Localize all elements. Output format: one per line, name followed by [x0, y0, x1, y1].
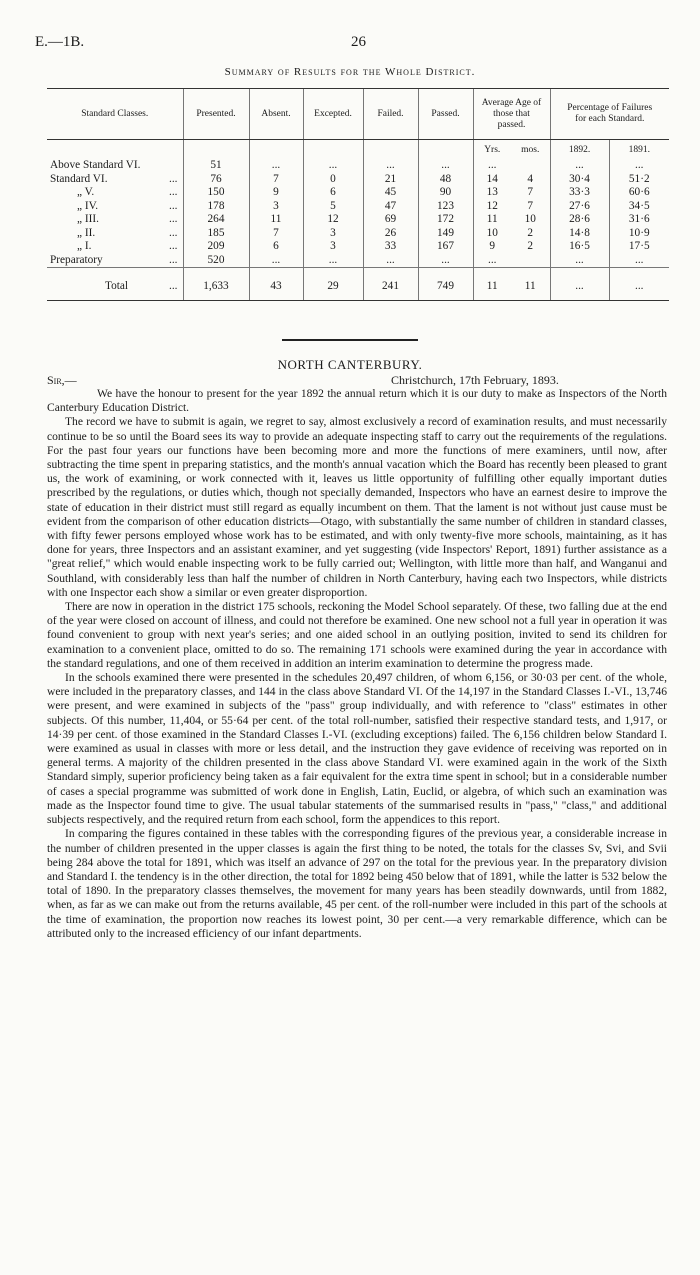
row-leader-dots: ... [169, 213, 178, 225]
cell-failed: 45 [363, 186, 418, 200]
table-row [47, 159, 669, 173]
cell-age-mos: 7 [527, 186, 534, 198]
table-row [47, 200, 669, 214]
cell-pct-1892: 16·5 [550, 240, 609, 254]
paragraph: We have the honour to present for the year 1892 the annual return which it is our duty to make as Inspectors of the North Canterbury Education District. [47, 388, 667, 415]
cell-age-yrs: 10 [473, 227, 511, 241]
salutation: Sir,— [47, 373, 77, 387]
cell-age-yrs: 11 [473, 213, 511, 227]
cell-failed: ... [363, 159, 418, 173]
summary-table [47, 88, 669, 301]
cell-excepted: 5 [303, 200, 363, 214]
row-leader-dots: ... [169, 226, 178, 239]
subheader-yrs: Yrs. [473, 140, 511, 160]
cell-failed: ... [363, 254, 418, 268]
row-leader-dots: ... [169, 186, 178, 198]
cell-pct-1892: 30·4 [550, 173, 609, 187]
cell-pct-1892: 28·6 [550, 213, 609, 227]
table-row [47, 240, 669, 254]
page-header [35, 34, 660, 54]
row-label: „ IV. [77, 199, 99, 212]
cell-absent: ... [249, 254, 303, 268]
cell-age-mos [511, 159, 550, 173]
table-title: Summary of Results for the Whole District. [224, 66, 476, 78]
cell-age-yrs: 13 [473, 186, 511, 200]
total-pct-1892: ... [550, 268, 609, 301]
report-reference: E.—1B. [35, 34, 85, 50]
cell-presented: 51 [183, 159, 249, 173]
page-number: 26 [351, 34, 366, 50]
cell-presented: 264 [183, 213, 249, 227]
table-row [47, 186, 669, 200]
cell-absent: 7 [249, 173, 303, 187]
row-label: „ III. [77, 213, 99, 225]
cell-absent: ... [249, 159, 303, 173]
cell-pct-1891: ... [609, 254, 669, 268]
row-leader-dots: ... [169, 280, 178, 293]
total-passed: 749 [418, 268, 473, 301]
subheader-1892: 1892. [550, 140, 609, 160]
row-label: Standard VI. [50, 172, 108, 185]
cell-pct-1892: ... [550, 159, 609, 173]
col-percentage-failures: Percentage of Failures for each Standard. [550, 89, 669, 140]
cell-pct-1891: 10·9 [609, 227, 669, 241]
row-label: „ I. [77, 240, 92, 252]
col-presented: Presented. [183, 89, 249, 140]
cell-presented: 150 [183, 186, 249, 200]
cell-pct-1891: ... [609, 159, 669, 173]
table-row [47, 173, 669, 187]
cell-presented: 520 [183, 254, 249, 268]
cell-pct-1891: 17·5 [609, 240, 669, 254]
cell-age-yrs: ... [473, 254, 511, 268]
row-label: Preparatory [50, 253, 103, 266]
cell-failed: 21 [363, 173, 418, 187]
table-row [47, 227, 669, 241]
cell-pct-1892: 14·8 [550, 227, 609, 241]
subheader-mos: mos. [521, 145, 540, 156]
paragraph: In the schools examined there were presented in the schedules 20,497 children, of whom 6,156, or 30·03 per cent. of the whole, were included in the preparatory classes, and 144 in the class above Standard VI. Of the 14,197 in the Standard Classes I.-VI., 13,746 were present, and were examined in subjects of the "pass" group individually, and with reference to "class" estimates in other subjects. Of this number, 11,404, or 55·64 per cent. of the total roll-number, satisfied their respective standard tests, and 1,917, or 14·39 per cent. of those examined in the Standard Classes I.-VI. (excluding exceptions) failed. The 6,156 children below Standard I. were examined as usual in classes with more or less detail, and the instruction they gave evidence of receiving was reported on in general terms. A majority of the children presented in the class above Standard VI. were examined again in the work of the Sixth Standard simply, superior proficiency being taken as a fair equivalent for the extra time spent in school; but in a considerable number of cases a special programme was submitted of work done in English, Latin, Euclid, or algebra, of which such an examination was made as the Inspector found time to give. The usual tabular statements of the summarised results in "pass," "class," and additional subjects respectively, and the required return from each school, form the appendices to this report. [47, 672, 667, 827]
row-leader-dots: ... [169, 172, 178, 185]
cell-pct-1892: ... [550, 254, 609, 268]
section-title: NORTH CANTERBURY. [277, 357, 423, 372]
cell-passed: ... [418, 159, 473, 173]
cell-age-mos: 2 [527, 226, 534, 239]
cell-age-mos: 7 [527, 199, 534, 212]
cell-passed: 48 [418, 173, 473, 187]
cell-passed: 149 [418, 227, 473, 241]
col-passed: Passed. [418, 89, 473, 140]
total-presented: 1,633 [183, 268, 249, 301]
table-row [47, 213, 669, 227]
cell-absent: 7 [249, 227, 303, 241]
cell-absent: 11 [249, 213, 303, 227]
paragraph: There are now in operation in the district 175 schools, reckoning the Model School separately. Of these, two falling due at the end of the year were closed on account of illness, and could not therefore be examined. One new school not a full year in operation it was found convenient to group with next year's series; and one aided school in an outlying position, invited to send its children for examination to a convenient place, omitted to do so. The remaining 171 schools were examined during the year in accordance with the standard regulations, and one of them received in addition an interim examination to determine the progress made. [47, 601, 667, 670]
total-pct-1891: ... [609, 268, 669, 301]
paragraph: In comparing the figures contained in these tables with the corresponding figures of the previous year, a considerable increase in the number of children presented in the upper classes is again the first thing to be noted, the totals for the classes Sv, Svi, and Svii being 284 above the total for 1891, which was itself an advance of 297 on the total for the previous year. In the preparatory division and Standard I. the tendency is in the other direction, the total for 1892 being 450 below that of 1891, while the latter is 532 below the total of 1890. In the preparatory classes themselves, the movement for many years has been steadily downwards, until from 1882, when, as far as we can make out from the returns available, 45 per cent. of the roll-number were included in this part of the schools at the time of examination, the proportion now reaches its lowest point, 30 per cent.—a very remarkable difference, which can be attributed only to the increased efficiency of our infant departments. [47, 828, 667, 940]
cell-presented: 185 [183, 227, 249, 241]
cell-pct-1891: 31·6 [609, 213, 669, 227]
cell-excepted: 12 [303, 213, 363, 227]
cell-presented: 178 [183, 200, 249, 214]
row-label: Above Standard VI. [50, 159, 141, 171]
subheader-row [47, 140, 669, 160]
cell-failed: 26 [363, 227, 418, 241]
cell-pct-1892: 33·3 [550, 186, 609, 200]
cell-age-mos: 2 [527, 240, 534, 252]
cell-excepted: 3 [303, 240, 363, 254]
cell-passed: 167 [418, 240, 473, 254]
cell-absent: 6 [249, 240, 303, 254]
cell-pct-1891: 51·2 [609, 173, 669, 187]
total-age-mos: 11 [511, 268, 550, 301]
table-total-row [47, 268, 669, 301]
cell-age-yrs: ... [473, 159, 511, 173]
cell-excepted: ... [303, 254, 363, 268]
cell-excepted: 3 [303, 227, 363, 241]
row-leader-dots: ... [169, 199, 178, 212]
cell-passed: 172 [418, 213, 473, 227]
total-age-yrs: 11 [473, 268, 511, 301]
cell-age-yrs: 9 [473, 240, 511, 254]
subheader-1891: 1891. [609, 140, 669, 160]
row-label: „ II. [77, 226, 96, 239]
total-excepted: 29 [303, 268, 363, 301]
row-leader-dots: ... [169, 253, 178, 266]
cell-age-yrs: 12 [473, 200, 511, 214]
cell-failed: 47 [363, 200, 418, 214]
total-label: Total [105, 280, 129, 293]
total-absent: 43 [249, 268, 303, 301]
col-failed: Failed. [363, 89, 418, 140]
cell-age-mos: 4 [527, 172, 534, 185]
cell-passed: ... [418, 254, 473, 268]
cell-presented: 76 [183, 173, 249, 187]
cell-excepted: 6 [303, 186, 363, 200]
section-divider [282, 339, 418, 341]
table-row [47, 254, 669, 268]
cell-pct-1892: 27·6 [550, 200, 609, 214]
col-absent: Absent. [249, 89, 303, 140]
cell-age-mos: 10 [524, 213, 536, 225]
cell-excepted: ... [303, 159, 363, 173]
report-body [47, 387, 667, 941]
table-header-row [47, 89, 669, 140]
paragraph: The record we have to submit is again, we regret to say, almost exclusively a record of examination results, and must necessarily continue to be so until the Board sees its way to provide an adequate inspecting staff to carry out the requirements of the regulations. For the past four years our functions have been becoming more and more the functions of mere examiners, until now, after subtracting the time spent in preparing statistics, and the month's annual vacation which the Board has recently been pleased to grant us, the work of examining, or work connected with it, leaves us little opportunity of fulfilling other equally important duties prescribed by the regulations, or duties which, though not specially demanded, Inspectors who have an earnest desire to improve the state of education in their district must still regard as equally incumbent on them. That the lament is not without just cause must be evident from the comparison of other education districts—Otago, with substantially the same number of children in standard classes, with fifty fewer persons employed whose work has to be estimated, and with only twenty-five more schools, maintaining, as it has done for years, three Inspectors and an assistant examiner, and yet suggesting (vide Inspectors' Report, 1891) further assistance as a "great relief," which would enable inspecting work to be fully carried out; Wellington, with little more than half, and Wanganui and Southland, with considerably less than half the number of children in North Canterbury, having each two Inspectors, while districts with one Inspector each show a similar or even greater disproportion. [47, 416, 667, 599]
row-label: „ V. [77, 186, 95, 198]
cell-failed: 33 [363, 240, 418, 254]
col-standard-classes: Standard Classes. [47, 89, 183, 140]
cell-age-mos [511, 254, 550, 268]
dateline: Christchurch, 17th February, 1893. [391, 373, 559, 387]
col-excepted: Excepted. [303, 89, 363, 140]
total-failed: 241 [363, 268, 418, 301]
cell-absent: 9 [249, 186, 303, 200]
cell-presented: 209 [183, 240, 249, 254]
cell-failed: 69 [363, 213, 418, 227]
cell-passed: 123 [418, 200, 473, 214]
cell-passed: 90 [418, 186, 473, 200]
cell-pct-1891: 60·6 [609, 186, 669, 200]
cell-pct-1891: 34·5 [609, 200, 669, 214]
row-leader-dots: ... [169, 240, 178, 252]
cell-age-yrs: 14 [473, 173, 511, 187]
col-average-age: Average Age of those that passed. [473, 89, 550, 140]
cell-absent: 3 [249, 200, 303, 214]
cell-excepted: 0 [303, 173, 363, 187]
